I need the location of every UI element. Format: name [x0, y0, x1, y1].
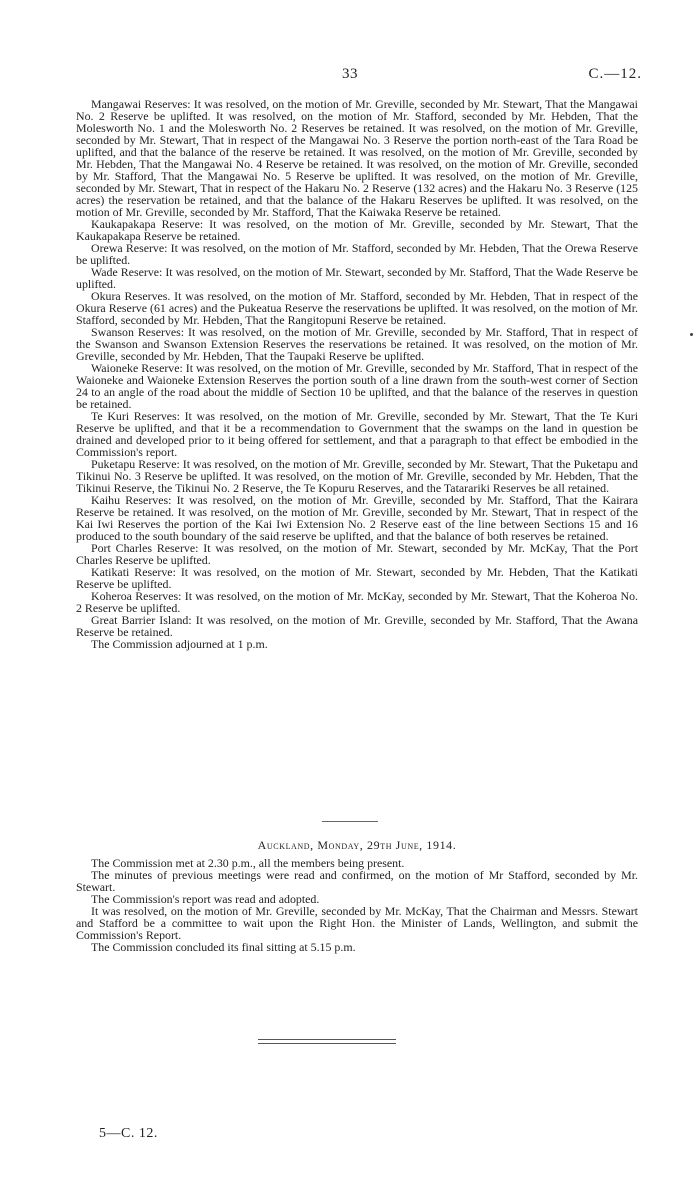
paragraph-adjourned: The Commission adjourned at 1 p.m. [91, 637, 268, 651]
minutes-section-1 [76, 98, 638, 650]
paragraph-wade: Wade Reserve: It was resolved, on the motion of Mr. Stewart, seconded by Mr. Stafford, That the Wade Reserve be uplifted. [76, 265, 638, 291]
paragraph-kaihu: Kaihu Reserves: It was resolved, on the motion of Mr. Greville, seconded by Mr. Stafford, That the Kairara Reserve be retained. It was resolved, on the motion of Mr. Greville, seconded by Mr. Stewart, That in respect of the Kai Iwi Reserves the portion of the Kai Iwi Extension No. 2 Reserve east of the line between Sections 15 and 16 produced to the south boundary of the said reserve be uplifted, and that the balance of both reserves be retained. [76, 493, 638, 543]
paragraph-port-charles: Port Charles Reserve: It was resolved, on the motion of Mr. Stewart, seconded by Mr. McKay, That the Port Charles Reserve be uplifted. [76, 541, 638, 567]
paragraph-swanson: Swanson Reserves: It was resolved, on the motion of Mr. Greville, seconded by Mr. Stafford, That in respect of the Swanson and Swanson Extension Reserves the reservations be retained. It was resolved, on the motion of Mr. Greville, seconded by Mr. Hebden, That the Taupaki Reserve be uplifted. [76, 325, 638, 363]
paragraph-koheroa: Koheroa Reserves: It was resolved, on the motion of Mr. McKay, seconded by Mr. Stewart, That the Koheroa No. 2 Reserve be uplifted. [76, 589, 638, 615]
paragraph-report-adopted: The Commission's report was read and adopted. [91, 892, 320, 906]
section-divider [322, 821, 378, 822]
margin-mark [690, 333, 693, 336]
end-rule [258, 1039, 396, 1047]
footer-reference: 5—C. 12. [99, 1126, 158, 1141]
paragraph-meeting-opened: The Commission met at 2.30 p.m., all the members being present. [91, 856, 405, 870]
paragraph-te-kuri: Te Kuri Reserves: It was resolved, on the motion of Mr. Greville, seconded by Mr. Stewart, That the Te Kuri Reserve be uplifted, and that it be a recommendation to Government that the swamps on the land in question be drained and developed prior to it being offered for settlement, and that a paragraph to that effect be embodied in the Commission's report. [76, 409, 638, 459]
paragraph-final-sitting: The Commission concluded its final sitting at 5.15 p.m. [91, 940, 356, 954]
page-number: 33 [342, 66, 358, 82]
minutes-section-2 [76, 857, 638, 953]
paragraph-puketapu: Puketapu Reserve: It was resolved, on the motion of Mr. Greville, seconded by Mr. Stewart, That the Puketapu and Tikinui No. 3 Reserve be uplifted. It was resolved, on the motion of Mr. Greville, seconded by Mr. Hebden, That the Tikinui Reserve, the Tikinui No. 2 Reserve, the Te Kopuru Reserves, and the Tatarariki Reserves be all retained. [76, 457, 638, 495]
paragraph-great-barrier: Great Barrier Island: It was resolved, on the motion of Mr. Greville, seconded by Mr. Stafford, That the Awana Reserve be retained. [76, 613, 638, 639]
paragraph-kaukapakapa: Kaukapakapa Reserve: It was resolved, on the motion of Mr. Greville, seconded by Mr. Stewart, That the Kaukapakapa Reserve be retained. [76, 217, 638, 243]
paragraph-mangawai: Mangawai Reserves: It was resolved, on the motion of Mr. Greville, seconded by Mr. Stewart, That the Mangawai No. 2 Reserve be uplifted. It was resolved, on the motion of Mr. Stafford, seconded by Mr. Hebden, That the Molesworth No. 1 and the Molesworth No. 2 Reserves be retained. It was resolved, on the motion of Mr. Greville, seconded by Mr. Stewart, That in respect of the Mangawai No. 3 Reserve the portion north-east of the Tara Road be uplifted, and that the balance of the reserve be retained. It was resolved, on the motion of Mr. Greville, seconded by Mr. Hebden, That the Mangawai No. 4 Reserve be retained. It was resolved, on the motion of Mr. Greville, seconded by Mr. Stafford, That the Mangawai No. 5 Reserve be uplifted. It was resolved, on the motion of Mr. Greville, seconded by Mr. Stewart, That in respect of the Hakaru No. 2 Reserve (132 acres) and the Hakaru No. 3 Reserve (125 acres) the reservation be retained, and that the balance of the Hakaru Reserves be uplifted. It was resolved, on the motion of Mr. Greville, seconded by Mr. Stafford, That the Kaiwaka Reserve be retained. [76, 97, 638, 219]
dateline: Auckland, Monday, 29th June, 1914. [257, 838, 457, 852]
paragraph-waioneke: Waioneke Reserve: It was resolved, on the motion of Mr. Greville, seconded by Mr. Stafford, That in respect of the Waioneke and Waioneke Extension Reserves the portion south of a line drawn from the south-west corner of Section 24 to an angle of the road about the middle of Section 10 be uplifted, and that the balance of the reserves in question be retained. [76, 361, 638, 411]
paragraph-orewa: Orewa Reserve: It was resolved, on the motion of Mr. Stafford, seconded by Mr. Hebden, That the Orewa Reserve be uplifted. [76, 241, 638, 267]
end-rule-line [258, 1039, 396, 1040]
end-rule-line [258, 1043, 396, 1044]
paragraph-minutes-confirmed: The minutes of previous meetings were read and confirmed, on the motion of Mr Stafford, seconded by Mr. Stewart. [76, 868, 638, 894]
paragraph-okura: Okura Reserves. It was resolved, on the motion of Mr. Stafford, seconded by Mr. Hebden, That in respect of the Okura Reserve (61 acres) and the Pukeatua Reserve the reservations be uplifted. It was resolved, on the motion of Mr. Stafford, seconded by Mr. Hebden, That the Rangitopuni Reserve be retained. [76, 289, 638, 327]
paragraph-committee: It was resolved, on the motion of Mr. Greville, seconded by Mr. McKay, That the Chairman and Messrs. Stewart and Stafford be a committee to wait upon the Right Hon. the Minister of Lands, Wellington, and submit the Commission's Report. [76, 904, 638, 942]
paragraph-katikati: Katikati Reserve: It was resolved, on the motion of Mr. Stewart, seconded by Mr. Hebden, That the Katikati Reserve be uplifted. [76, 565, 638, 591]
document-reference: C.—12. [588, 66, 642, 82]
